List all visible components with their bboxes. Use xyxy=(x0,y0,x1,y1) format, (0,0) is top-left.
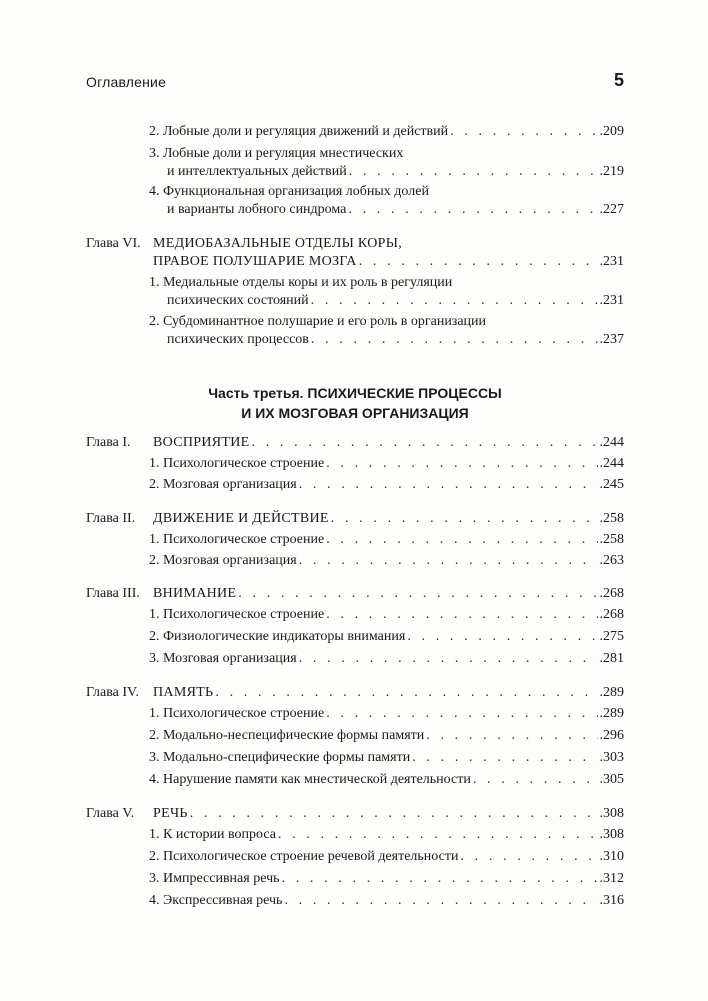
toc-entry-page: .289 xyxy=(599,706,624,721)
toc-entry-label-line2: и интеллектуальных действий xyxy=(167,164,347,179)
chapter-title-line2: ПРАВОЕ ПОЛУШАРИЕ МОЗГА xyxy=(153,254,357,269)
toc-entry-page: .316 xyxy=(599,893,624,908)
toc-entry[interactable] xyxy=(149,749,624,767)
toc-entry-page: .219 xyxy=(599,164,624,179)
chapter-title: ПАМЯТЬ xyxy=(153,685,214,700)
toc-entry-label: 4. Экспрессивная речь xyxy=(149,893,283,908)
running-header-title: Оглавление xyxy=(86,74,167,90)
toc-entry-label: 1. К истории вопроса xyxy=(149,827,276,842)
chapter-title: ДВИЖЕНИЕ И ДЕЙСТВИЕ xyxy=(153,511,329,526)
toc-entry-page: .303 xyxy=(599,750,624,765)
toc-chapter-entry[interactable] xyxy=(153,510,624,528)
toc-leader-dots xyxy=(407,628,597,646)
toc-entry-page: .258 xyxy=(599,532,624,547)
toc-entry-page: .268 xyxy=(599,607,624,622)
toc-chapter-entry[interactable] xyxy=(153,434,624,452)
toc-entry[interactable] xyxy=(149,123,624,141)
toc-entry[interactable] xyxy=(149,650,624,668)
toc-entry-page: .268 xyxy=(599,586,624,601)
toc-leader-dots xyxy=(326,705,597,723)
toc-leader-dots xyxy=(326,606,597,624)
toc-entry-label-line1: 3. Лобные доли и регуляция мнестических xyxy=(149,146,404,161)
toc-entry-page: .289 xyxy=(599,685,624,700)
toc-entry-page: .258 xyxy=(599,511,624,526)
toc-leader-dots xyxy=(238,585,597,603)
toc-entry[interactable] xyxy=(149,771,624,789)
toc-entry-page: .263 xyxy=(599,553,624,568)
toc-leader-dots xyxy=(215,684,597,702)
toc-entry-label: 2. Модально-неспецифические формы памяти xyxy=(149,728,425,743)
toc-leader-dots xyxy=(299,476,598,494)
toc-entry-label: 1. Психологическое строение xyxy=(149,706,325,721)
toc-entry-page: .227 xyxy=(599,202,624,217)
toc-leader-dots xyxy=(426,727,597,745)
toc-leader-dots xyxy=(299,650,598,668)
toc-entry-page: .296 xyxy=(599,728,624,743)
toc-entry-label-line2: психических процессов xyxy=(167,332,309,347)
chapter-label: Глава III. xyxy=(86,586,140,601)
toc-entry[interactable] xyxy=(149,455,624,473)
toc-entry-label: 2. Психологическое строение речевой деятельности xyxy=(149,849,459,864)
toc-entry[interactable] xyxy=(149,870,624,888)
toc-entry-label: 2. Мозговая организация xyxy=(149,477,297,492)
toc-entry-page: .275 xyxy=(599,629,624,644)
toc-entry-label: 3. Модально-специфические формы памяти xyxy=(149,750,411,765)
toc-leader-dots xyxy=(190,805,598,823)
toc-leader-dots xyxy=(326,531,597,549)
chapter-label: Глава V. xyxy=(86,806,135,821)
toc-leader-dots xyxy=(311,331,598,349)
part-title-line2: И ИХ МОЗГОВАЯ ОРГАНИЗАЦИЯ xyxy=(241,405,469,421)
toc-chapter-entry[interactable] xyxy=(153,684,624,702)
toc-entry-label-line2: и варианты лобного синдрома xyxy=(167,202,347,217)
toc-entry[interactable] xyxy=(149,727,624,745)
toc-entry-label-line1: 2. Субдоминантное полушарие и его роль в организации xyxy=(149,314,487,329)
toc-entry-page: .310 xyxy=(599,849,624,864)
toc-leader-dots xyxy=(311,292,598,310)
toc-entry[interactable] xyxy=(149,628,624,646)
toc-entry[interactable] xyxy=(167,201,624,219)
toc-entry-page: .281 xyxy=(599,651,624,666)
toc-chapter-entry[interactable] xyxy=(153,805,624,823)
toc-entry-label: 4. Нарушение памяти как мнестической деятельности xyxy=(149,772,471,787)
toc-entry[interactable] xyxy=(149,552,624,570)
toc-entry-page: .245 xyxy=(599,477,624,492)
toc-entry-page: .209 xyxy=(599,124,624,139)
toc-entry-page: .231 xyxy=(599,293,624,308)
toc-leader-dots xyxy=(326,455,597,473)
toc-leader-dots xyxy=(348,201,597,219)
chapter-title: ВНИМАНИЕ xyxy=(153,586,237,601)
chapter-title: РЕЧЬ xyxy=(153,806,188,821)
toc-entry-label: 3. Мозговая организация xyxy=(149,651,297,666)
chapter-label: Глава II. xyxy=(86,511,136,526)
toc-entry-label: 1. Психологическое строение xyxy=(149,532,325,547)
toc-entry-label: 2. Мозговая организация xyxy=(149,553,297,568)
toc-entry-page: .305 xyxy=(599,772,624,787)
toc-entry-page: .237 xyxy=(599,332,624,347)
toc-leader-dots xyxy=(359,253,598,271)
toc-entry-label: 2. Физиологические индикаторы внимания xyxy=(149,629,406,644)
toc-chapter-entry[interactable] xyxy=(153,585,624,603)
chapter-title-line1: МЕДИОБАЗАЛЬНЫЕ ОТДЕЛЫ КОРЫ, xyxy=(153,236,403,251)
toc-entry[interactable] xyxy=(149,826,624,844)
toc-leader-dots xyxy=(331,510,598,528)
toc-entry-label: 2. Лобные доли и регуляция движений и действий xyxy=(149,124,449,139)
toc-leader-dots xyxy=(450,123,597,141)
toc-leader-dots xyxy=(412,749,597,767)
toc-leader-dots xyxy=(252,434,598,452)
chapter-label: Глава IV. xyxy=(86,685,139,700)
toc-entry-label-line1: 1. Медиальные отделы коры и их роль в регуляции xyxy=(149,275,453,290)
toc-entry[interactable] xyxy=(149,531,624,549)
page-number: 5 xyxy=(613,70,624,90)
toc-entry[interactable] xyxy=(149,476,624,494)
toc-entry-page: .231 xyxy=(599,254,624,269)
chapter-title: ВОСПРИЯТИЕ xyxy=(153,435,250,450)
toc-leader-dots xyxy=(282,870,598,888)
toc-leader-dots xyxy=(278,826,598,844)
toc-leader-dots xyxy=(299,552,598,570)
toc-entry[interactable] xyxy=(167,331,624,349)
toc-entry-label-line2: психических состояний xyxy=(167,293,309,308)
toc-leader-dots xyxy=(349,163,598,181)
toc-entry[interactable] xyxy=(149,848,624,866)
toc-entry[interactable] xyxy=(167,292,624,310)
toc-entry-page: .312 xyxy=(599,871,624,886)
toc-chapter-entry[interactable] xyxy=(153,253,624,271)
toc-leader-dots xyxy=(460,848,597,866)
toc-entry-label-line1: 4. Функциональная организация лобных долей xyxy=(149,184,429,199)
chapter-label: Глава VI. xyxy=(86,236,141,251)
toc-entry-page: .244 xyxy=(599,456,624,471)
toc-leader-dots xyxy=(473,771,598,789)
toc-entry-label: 3. Импрессивная речь xyxy=(149,871,280,886)
toc-entry-label: 1. Психологическое строение xyxy=(149,607,325,622)
toc-entry-page: .244 xyxy=(599,435,624,450)
toc-entry[interactable] xyxy=(149,705,624,723)
toc-entry[interactable] xyxy=(149,606,624,624)
part-title-line1: Часть третья. ПСИХИЧЕСКИЕ ПРОЦЕССЫ xyxy=(208,385,502,401)
chapter-label: Глава I. xyxy=(86,435,131,450)
toc-entry-label: 1. Психологическое строение xyxy=(149,456,325,471)
toc-entry[interactable] xyxy=(149,892,624,910)
toc-entry[interactable] xyxy=(167,163,624,181)
toc-entry-page: .308 xyxy=(599,806,624,821)
toc-leader-dots xyxy=(284,892,597,910)
toc-entry-page: .308 xyxy=(599,827,624,842)
